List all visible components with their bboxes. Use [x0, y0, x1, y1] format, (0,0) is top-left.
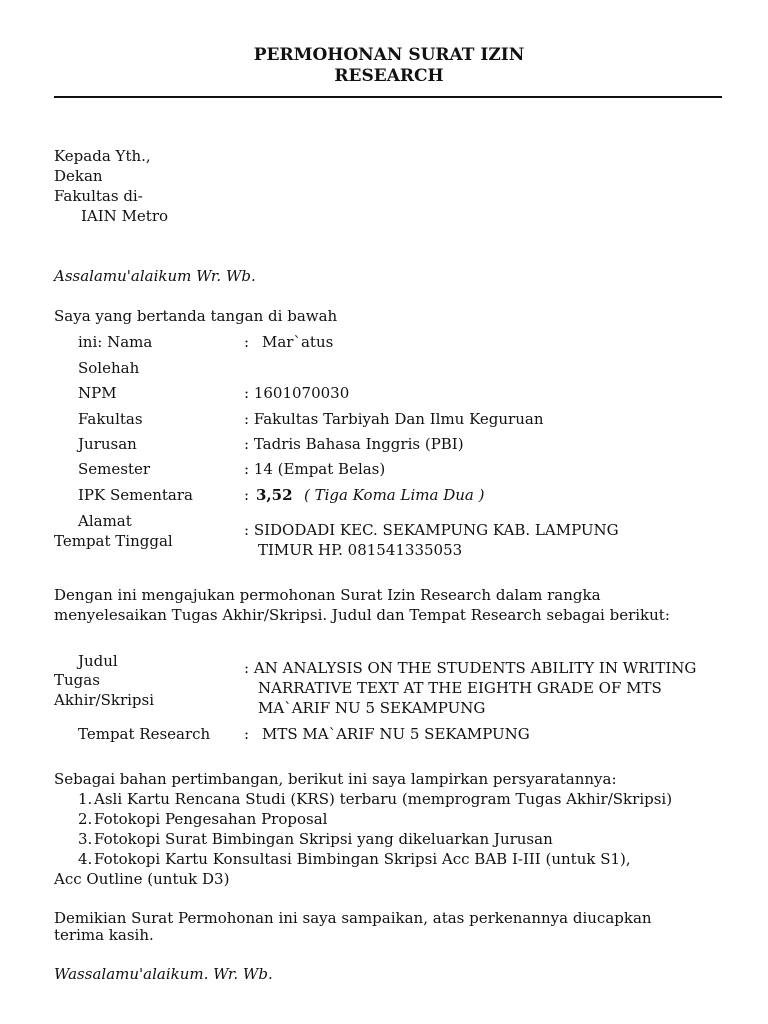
npm-label: NPM: [78, 384, 117, 402]
tempat-research-label: Tempat Research: [78, 725, 211, 743]
tempat-research-value: MTS MA`ARIF NU 5 SEKAMPUNG: [262, 725, 530, 743]
recipient-line3: Fakultas di-: [54, 187, 143, 205]
judul-label-line1: Judul: [78, 652, 118, 670]
ipk-colon: :: [244, 486, 250, 504]
judul-label-line2: Tugas: [54, 671, 100, 689]
ipk-words: ( Tiga Koma Lima Dua ): [304, 486, 485, 504]
greeting: Assalamu'alaikum Wr. Wb.: [54, 267, 256, 285]
title-divider: [54, 96, 722, 98]
attachment-item: Fotokopi Surat Bimbingan Skripsi yang dikeluarkan Jurusan: [94, 830, 553, 848]
attachment-number: 3.: [78, 830, 93, 848]
ipk-label: IPK Sementara: [78, 486, 193, 504]
attachments-intro: Sebagai bahan pertimbangan, berikut ini saya lampirkan persyaratannya:: [54, 770, 617, 788]
attachment-number: 2.: [78, 810, 93, 828]
fakultas-value: : Fakultas Tarbiyah Dan Ilmu Keguruan: [244, 410, 544, 428]
judul-value-line3: MA`ARIF NU 5 SEKAMPUNG: [258, 699, 486, 717]
alamat-label-line2: Tempat Tinggal: [54, 532, 173, 550]
recipient-line4: IAIN Metro: [81, 207, 169, 225]
nama-label: ini: Nama: [78, 333, 153, 351]
intro-text: Saya yang bertanda tangan di bawah: [54, 307, 338, 325]
jurusan-label: Jurusan: [78, 435, 137, 453]
document-title-line2: RESEARCH: [334, 66, 444, 86]
attachment-item: Fotokopi Kartu Konsultasi Bimbingan Skripsi Acc BAB I-III (untuk S1),: [94, 850, 631, 868]
judul-value-line2: NARRATIVE TEXT AT THE EIGHTH GRADE OF MTS: [258, 679, 662, 697]
nama-value-continued: Solehah: [78, 359, 140, 377]
semester-label: Semester: [78, 460, 151, 478]
purpose-line2: menyelesaikan Tugas Akhir/Skripsi. Judul dan Tempat Research sebagai berikut:: [54, 606, 670, 624]
ipk-value: 3,52: [256, 486, 293, 504]
document-title-line1: PERMOHONAN SURAT IZIN: [253, 45, 525, 65]
farewell: Wassalamu'alaikum. Wr. Wb.: [54, 965, 273, 983]
closing-line1: Demikian Surat Permohonan ini saya sampaikan, atas perkenannya diucapkan: [54, 909, 652, 927]
attachment-item: Asli Kartu Rencana Studi (KRS) terbaru (memprogram Tugas Akhir/Skripsi): [94, 790, 673, 808]
alamat-value-line1: : SIDODADI KEC. SEKAMPUNG KAB. LAMPUNG: [244, 521, 619, 539]
judul-value-line1: : AN ANALYSIS ON THE STUDENTS ABILITY IN WRITING: [244, 659, 697, 677]
semester-value: : 14 (Empat Belas): [244, 460, 386, 478]
jurusan-value: : Tadris Bahasa Inggris (PBI): [244, 435, 464, 453]
judul-label-line3: Akhir/Skripsi: [54, 691, 155, 709]
attachment-number: 1.: [78, 790, 93, 808]
closing-line2: terima kasih.: [54, 926, 154, 944]
recipient-line2: Dekan: [54, 167, 103, 185]
purpose-line1: Dengan ini mengajukan permohonan Surat Izin Research dalam rangka: [54, 586, 601, 604]
alamat-label-line1: Alamat: [78, 512, 132, 530]
attachment-number: 4.: [78, 850, 93, 868]
alamat-value-line2: TIMUR HP. 081541335053: [258, 541, 463, 559]
recipient-line1: Kepada Yth.,: [54, 147, 151, 165]
attachment-item: Fotokopi Pengesahan Proposal: [94, 810, 328, 828]
attachment-item-continued: Acc Outline (untuk D3): [54, 870, 230, 888]
nama-value: Mar`atus: [262, 333, 334, 351]
npm-value: : 1601070030: [244, 384, 350, 402]
tempat-research-colon: :: [244, 725, 250, 743]
fakultas-label: Fakultas: [78, 410, 143, 428]
nama-colon: :: [244, 333, 250, 351]
